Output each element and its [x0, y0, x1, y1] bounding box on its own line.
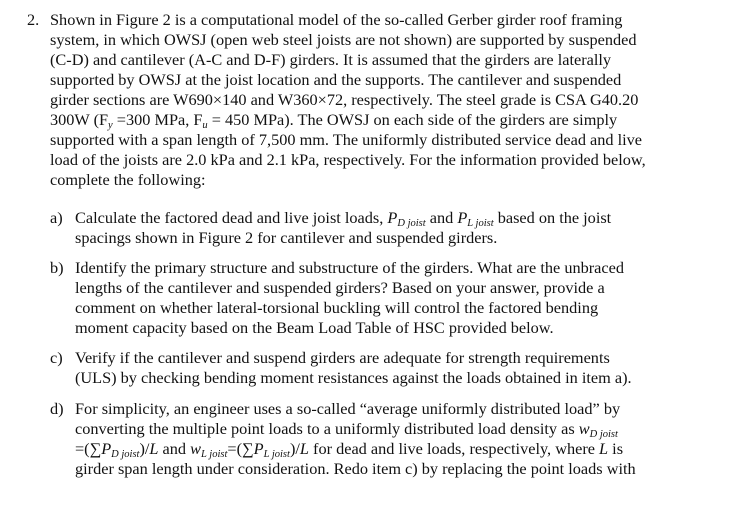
- intro-line-7: supported with a span length of 7,500 mm. The uniformly distributed service dead and live: [50, 130, 643, 149]
- item-c-label: c): [50, 348, 63, 367]
- item-a-line-1: Calculate the factored dead and live joist loads, PD joist and PL joist based on the joist: [75, 208, 612, 229]
- item-d-line-1: For simplicity, an engineer uses a so-called “average uniformly distributed load” by: [75, 399, 621, 418]
- question-number: 2.: [27, 10, 40, 29]
- item-d-line-4: girder span length under consideration. Redo item c) by replacing the point loads with: [75, 459, 636, 478]
- item-a-line-2: spacings shown in Figure 2 for cantilever and suspended girders.: [75, 228, 498, 247]
- item-b-line-3: comment on whether lateral-torsional buckling will control the factored bending: [75, 298, 599, 317]
- fy-value: =300 MPa, F: [112, 110, 203, 129]
- fy-subscript: y: [108, 120, 113, 131]
- pd-symbol: P: [387, 208, 398, 227]
- fu-value: = 450 MPa). The OWSJ on each side of the girders are simply: [207, 110, 618, 129]
- item-d-label: d): [50, 399, 64, 418]
- material-grade: 300W (F: [50, 110, 109, 129]
- item-d-line-3: =(∑PD joist)/L and wL joist=(∑PL joist)/L for dead and live loads, respectively, where L is: [75, 439, 624, 460]
- item-a-label: a): [50, 208, 63, 227]
- item-c-line-2: (ULS) by checking bending moment resistances against the loads obtained in item a).: [75, 368, 632, 387]
- intro-line-4: supported by OWSJ at the joist location and the supports. The cantilever and suspended: [50, 70, 622, 89]
- intro-line-8: load of the joists are 2.0 kPa and 2.1 kPa, respectively. For the information provided below,: [50, 150, 646, 169]
- item-b-line-4: moment capacity based on the Beam Load Table of HSC provided below.: [75, 318, 554, 337]
- item-b-line-1: Identify the primary structure and substructure of the girders. What are the unbraced: [75, 258, 624, 277]
- item-c-line-1: Verify if the cantilever and suspend girders are adequate for strength requirements: [75, 348, 610, 367]
- wl-symbol: w: [190, 439, 202, 458]
- fu-subscript: u: [202, 120, 208, 131]
- intro-line-2: system, in which OWSJ (open web steel joists are not shown) are supported by suspended: [50, 30, 637, 49]
- intro-line-9: complete the following:: [50, 170, 206, 189]
- item-b-line-2: lengths of the cantilever and suspended girders? Based on your answer, provide a: [75, 278, 605, 297]
- intro-line-5: girder sections are W690×140 and W360×72, respectively. The steel grade is CSA G40.20: [50, 90, 639, 109]
- intro-line-1: Shown in Figure 2 is a computational model of the so-called Gerber girder roof framing: [50, 10, 623, 29]
- intro-line-6: [50, 110, 617, 130]
- pl-symbol: P: [457, 208, 468, 227]
- item-d-line-2: converting the multiple point loads to a uniformly distributed load density as wD joist: [75, 419, 618, 440]
- intro-line-3: (C-D) and cantilever (A-C and D-F) girders. It is assumed that the girders are laterally: [50, 50, 612, 69]
- wd-symbol: w: [578, 419, 590, 438]
- item-b-label: b): [50, 258, 64, 277]
